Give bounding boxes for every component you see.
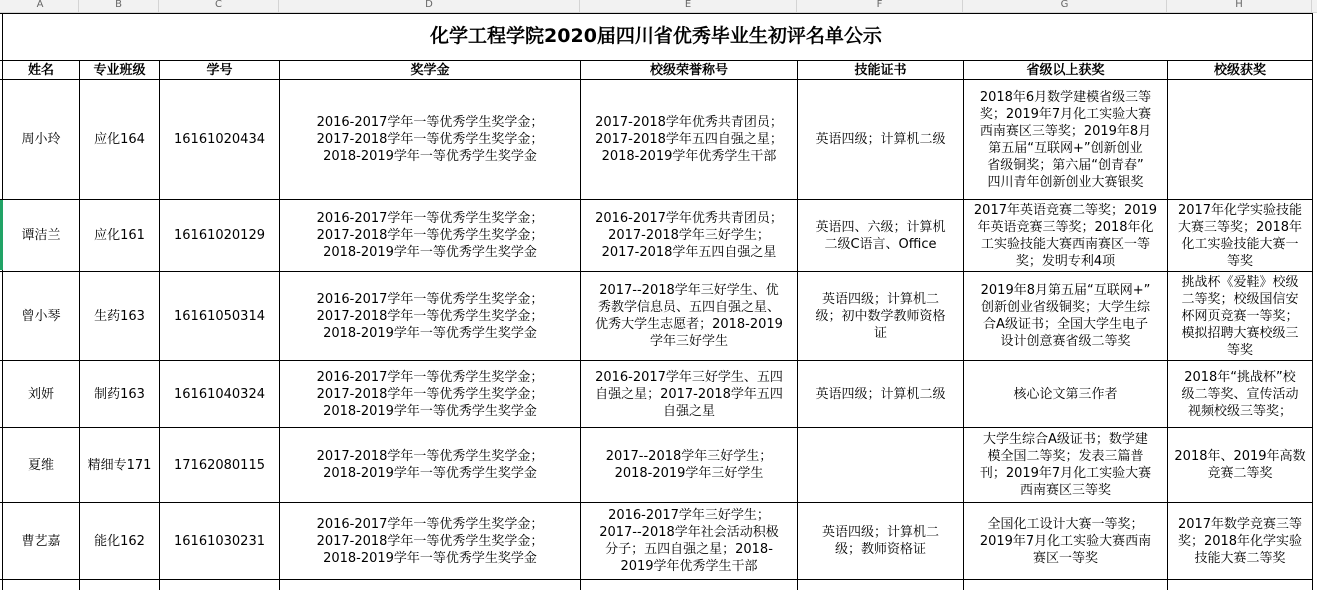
column-header-a[interactable]: A <box>2 0 79 12</box>
cell-line: 级；教师资格证 <box>834 542 926 557</box>
cell-line: 2016-2017学年一等优秀学生奖学金； <box>316 115 544 130</box>
cell-line: 杯网页竞赛一等奖； <box>1181 308 1299 324</box>
cell-lines <box>317 516 544 567</box>
cell-certs[interactable] <box>798 428 963 502</box>
cell-line: 竞赛二等奖 <box>1207 466 1273 481</box>
cell-line: 2017年数学竞赛三等 <box>1177 516 1303 532</box>
cell-school[interactable] <box>1168 272 1312 360</box>
column-header-bar <box>0 0 1317 13</box>
cell-line: 2018年6月数学建模省级三等 <box>979 89 1152 105</box>
header-certs[interactable]: 技能证书 <box>854 62 907 78</box>
cell-line: 2018-2019学年三好学生 <box>614 466 764 481</box>
cell-line: 2018-2019学年一等优秀学生奖学金 <box>323 466 537 481</box>
cell-line: 西南赛区三等奖；2019年8月 <box>979 123 1152 139</box>
cell-lines <box>980 431 1151 499</box>
column-header-g[interactable]: G <box>963 0 1167 12</box>
cell-honors[interactable] <box>581 272 797 360</box>
cell-line: 级二等奖、宣传活动 <box>1181 386 1299 402</box>
cell-school[interactable] <box>1168 503 1312 579</box>
cell-name[interactable]: 谭洁兰 <box>21 228 61 243</box>
header-scholarship[interactable]: 奖学金 <box>410 62 450 78</box>
cell-line: 2017-2018学年一等优秀学生奖学金； <box>316 386 544 402</box>
cell-id[interactable]: 16161020129 <box>174 228 265 243</box>
cell-honors[interactable] <box>581 200 797 271</box>
cell-line: 二级C语言、Office <box>824 236 937 252</box>
cell-school[interactable] <box>1168 200 1312 271</box>
cell-line: 2017--2018学年三好学生、优 <box>599 283 779 298</box>
cell-line: 2017-2018学年五四自强之星； <box>595 132 783 147</box>
column-header-d[interactable]: D <box>279 0 580 12</box>
cell-scholarship[interactable] <box>280 272 580 360</box>
cell-lines <box>317 114 544 165</box>
cell-lines <box>815 291 945 342</box>
grid-vline <box>1312 13 1313 590</box>
cell-line: 英语四级；计算机二 <box>821 525 939 540</box>
cell-lines <box>1181 369 1298 420</box>
cell-lines <box>1178 202 1302 270</box>
cell-line: 2017年英语竞赛二等奖；2019 <box>973 202 1158 218</box>
cell-school[interactable] <box>1168 361 1312 427</box>
cell-lines <box>317 210 544 261</box>
cell-lines <box>317 291 544 342</box>
cell-line: 自强之星；2017-2018学年五四 <box>595 386 783 402</box>
cell-line: 第五届“互联网+”创新创业 <box>988 140 1143 156</box>
cell-line: 核心论文第三作者 <box>1013 386 1118 402</box>
cell-line: 模全国二等奖；发表三篇普 <box>987 449 1144 464</box>
cell-id[interactable]: 17162080115 <box>174 457 265 473</box>
cell-line: 2017--2018学年三好学生； <box>605 449 773 464</box>
cell-line: 英语四、六级；计算机 <box>815 219 946 235</box>
cell-line: 模拟招聘大赛校级三 <box>1181 325 1299 341</box>
cell-line: 全国化工设计大赛一等奖； <box>987 516 1144 532</box>
cell-line: 省级铜奖；第六届“创青春” <box>987 157 1144 173</box>
cell-line: 2017-2018学年一等优秀学生奖学金； <box>316 308 544 324</box>
cell-class[interactable]: 生药163 <box>94 308 145 324</box>
cell-lines <box>317 448 544 482</box>
cell-lines <box>974 202 1157 270</box>
column-header-b[interactable]: B <box>79 0 159 12</box>
sheet-title: 化学工程学院2020届四川省优秀毕业生初评名单公示 <box>0 13 1312 61</box>
row-selection-indicator <box>0 200 3 270</box>
cell-lines <box>815 131 945 148</box>
cell-line: 奖；2019年7月化工实验大赛 <box>979 106 1152 122</box>
cell-line: 2016-2017学年一等优秀学生奖学金； <box>316 291 544 307</box>
cell-scholarship[interactable] <box>280 200 580 271</box>
cell-provincial[interactable] <box>964 200 1167 271</box>
cell-line: 2016-2017学年一等优秀学生奖学金； <box>316 211 544 226</box>
header-school[interactable]: 校级获奖 <box>1213 62 1266 78</box>
cell-provincial[interactable] <box>964 428 1167 502</box>
cell-line: 工实验技能大赛西南赛区一等 <box>980 236 1150 252</box>
cell-line: 2018-2019学年优秀学生干部 <box>601 149 777 164</box>
header-honors[interactable]: 校级荣誉称号 <box>649 62 728 78</box>
cell-line: 设计创意赛省级二等奖 <box>1000 334 1131 349</box>
cell-id[interactable]: 16161030231 <box>174 533 265 549</box>
header-provincial[interactable]: 省级以上获奖 <box>1026 62 1105 78</box>
cell-line: 优秀大学生志愿者；2018-2019 <box>595 317 783 332</box>
cell-line: 2019年7月化工实验大赛西南 <box>979 533 1152 549</box>
cell-line: 自强之星 <box>662 403 715 419</box>
cell-class[interactable]: 精细专171 <box>87 457 152 473</box>
cell-certs[interactable] <box>798 80 963 199</box>
cell-line: 二等奖；校级国信安 <box>1181 291 1299 307</box>
cell-line: 2017-2018学年一等优秀学生奖学金； <box>316 228 544 243</box>
cell-line: 分子；五四自强之星；2018- <box>605 542 773 557</box>
cell-line: 赛区一等奖 <box>1032 550 1098 566</box>
cell-line: 英语四级；计算机二级 <box>815 386 946 402</box>
cell-provincial[interactable] <box>964 80 1167 199</box>
column-header-c[interactable]: C <box>159 0 279 12</box>
cell-line: 2018年、2019年高数 <box>1174 449 1306 464</box>
cell-line: 创新创业省级铜奖；大学生综 <box>980 300 1150 315</box>
cell-line: 2017-2018学年三好学生； <box>608 228 770 243</box>
cell-line: 2019学年优秀学生干部 <box>620 559 758 574</box>
cell-line: 2018-2019学年一等优秀学生奖学金 <box>323 403 537 419</box>
cell-line: 2017--2018学年社会活动积极 <box>599 525 779 540</box>
cell-line: 2016-2017学年优秀共青团员； <box>595 211 783 226</box>
cell-line: 2017-2018学年五四自强之星 <box>601 245 777 260</box>
cell-line: 级；初中数学教师资格 <box>815 308 946 324</box>
header-name[interactable]: 姓名 <box>27 62 54 78</box>
cell-line: 2017-2018学年一等优秀学生奖学金； <box>316 533 544 549</box>
cell-lines <box>1013 386 1117 403</box>
cell-school[interactable] <box>1168 428 1312 502</box>
header-id[interactable]: 学号 <box>206 62 233 78</box>
cell-line: 等奖 <box>1226 253 1253 269</box>
cell-lines <box>980 516 1151 567</box>
cell-line: 2019年8月第五届“互联网+” <box>980 283 1151 298</box>
cell-line: 2016-2017学年一等优秀学生奖学金； <box>316 516 544 532</box>
cell-line: 2018-2019学年一等优秀学生奖学金 <box>323 325 537 341</box>
header-class[interactable]: 专业班级 <box>93 62 146 78</box>
cell-lines <box>981 282 1151 350</box>
cell-line: 奖；2018年化学实验 <box>1177 533 1303 549</box>
cell-line: 2017年化学实验技能 <box>1177 202 1303 218</box>
cell-provincial[interactable] <box>964 361 1167 427</box>
cell-school[interactable] <box>1168 80 1312 199</box>
cell-line: 等奖 <box>1226 342 1253 358</box>
cell-name[interactable]: 周小玲 <box>21 132 61 147</box>
cell-class[interactable]: 应化161 <box>94 228 145 243</box>
cell-line: 2018-2019学年一等优秀学生奖学金 <box>323 149 537 164</box>
cell-line: 学年三好学生 <box>649 334 728 349</box>
cell-id[interactable]: 16161040324 <box>174 386 265 402</box>
cell-certs[interactable] <box>798 272 963 360</box>
cell-name[interactable]: 曹艺嘉 <box>21 533 61 549</box>
grid-hline <box>0 579 1312 580</box>
cell-provincial[interactable] <box>964 503 1167 579</box>
cell-scholarship[interactable] <box>280 80 580 199</box>
cell-line: 2018年“挑战杯”校 <box>1184 369 1296 385</box>
cell-line: 2017-2018学年一等优秀学生奖学金； <box>316 132 544 147</box>
cell-line: 奖；发明专利4项 <box>1015 253 1116 269</box>
cell-line: 四川青年创新创业大赛银奖 <box>987 174 1144 190</box>
cell-lines <box>317 369 544 420</box>
column-header-f[interactable]: F <box>797 0 963 12</box>
cell-lines <box>606 448 773 482</box>
cell-line: 西南赛区三等奖 <box>1019 483 1111 498</box>
cell-lines <box>1174 448 1305 482</box>
cell-line: 英语四级；计算机二级 <box>815 132 946 147</box>
cell-certs[interactable] <box>798 503 963 579</box>
cell-honors[interactable] <box>581 503 797 579</box>
cell-lines <box>815 386 945 403</box>
cell-line: 刊；2019年7月化工实验大赛 <box>979 466 1152 481</box>
cell-line: 2016-2017学年一等优秀学生奖学金； <box>316 369 544 385</box>
grid-hline <box>0 13 1312 14</box>
cell-lines <box>1181 274 1298 359</box>
cell-lines <box>595 369 783 420</box>
cell-certs[interactable] <box>798 361 963 427</box>
cell-scholarship[interactable] <box>280 428 580 502</box>
cell-line: 证 <box>873 325 887 341</box>
cell-lines <box>1178 516 1302 567</box>
cell-honors[interactable] <box>581 361 797 427</box>
cell-id[interactable]: 16161050314 <box>174 308 265 324</box>
cell-line: 视频校级三等奖； <box>1187 403 1292 419</box>
cell-lines <box>980 89 1151 191</box>
cell-lines <box>595 282 783 350</box>
cell-honors[interactable] <box>581 80 797 199</box>
cell-line: 年英语竞赛三等奖；2018年化 <box>977 219 1154 235</box>
cell-line: 化工实验技能大赛一 <box>1181 236 1299 252</box>
cell-scholarship[interactable] <box>280 503 580 579</box>
cell-line: 2016-2017学年三好学生、五四 <box>595 369 783 385</box>
cell-scholarship[interactable] <box>280 361 580 427</box>
cell-line: 2016-2017学年三好学生； <box>608 508 770 523</box>
cell-name[interactable]: 曾小琴 <box>21 308 61 324</box>
column-header-h[interactable]: H <box>1167 0 1312 12</box>
cell-class[interactable]: 应化164 <box>94 132 145 147</box>
cell-class[interactable]: 制药163 <box>94 386 145 402</box>
cell-name[interactable]: 夏维 <box>27 457 54 473</box>
cell-name[interactable]: 刘妍 <box>27 386 54 402</box>
cell-honors[interactable] <box>581 428 797 502</box>
cell-line: 大赛三等奖；2018年 <box>1177 219 1303 235</box>
cell-line: 2018-2019学年一等优秀学生奖学金 <box>323 550 537 566</box>
cell-lines <box>815 219 945 253</box>
cell-id[interactable]: 16161020434 <box>174 132 265 147</box>
cell-line: 2017-2018学年一等优秀学生奖学金； <box>316 449 544 464</box>
cell-line: 英语四级；计算机二 <box>821 291 939 307</box>
cell-lines <box>595 210 783 261</box>
cell-lines <box>822 524 939 558</box>
cell-provincial[interactable] <box>964 272 1167 360</box>
cell-line: 2018-2019学年一等优秀学生奖学金 <box>323 245 537 260</box>
cell-lines <box>595 114 783 165</box>
cell-line: 2017-2018学年优秀共青团员； <box>595 115 783 130</box>
cell-line: 合A级证书；全国大学生电子 <box>983 317 1148 332</box>
cell-lines <box>599 507 779 575</box>
cell-class[interactable]: 能化162 <box>94 533 145 549</box>
column-header-e[interactable]: E <box>580 0 797 12</box>
cell-certs[interactable] <box>798 200 963 271</box>
cell-line: 大学生综合A级证书；数学建 <box>983 432 1148 447</box>
cell-line: 技能大赛二等奖 <box>1194 550 1286 566</box>
cell-line: 挑战杯《爱鞋》校级 <box>1181 274 1299 290</box>
cell-line: 秀教学信息员、五四自强之星、 <box>597 300 780 315</box>
